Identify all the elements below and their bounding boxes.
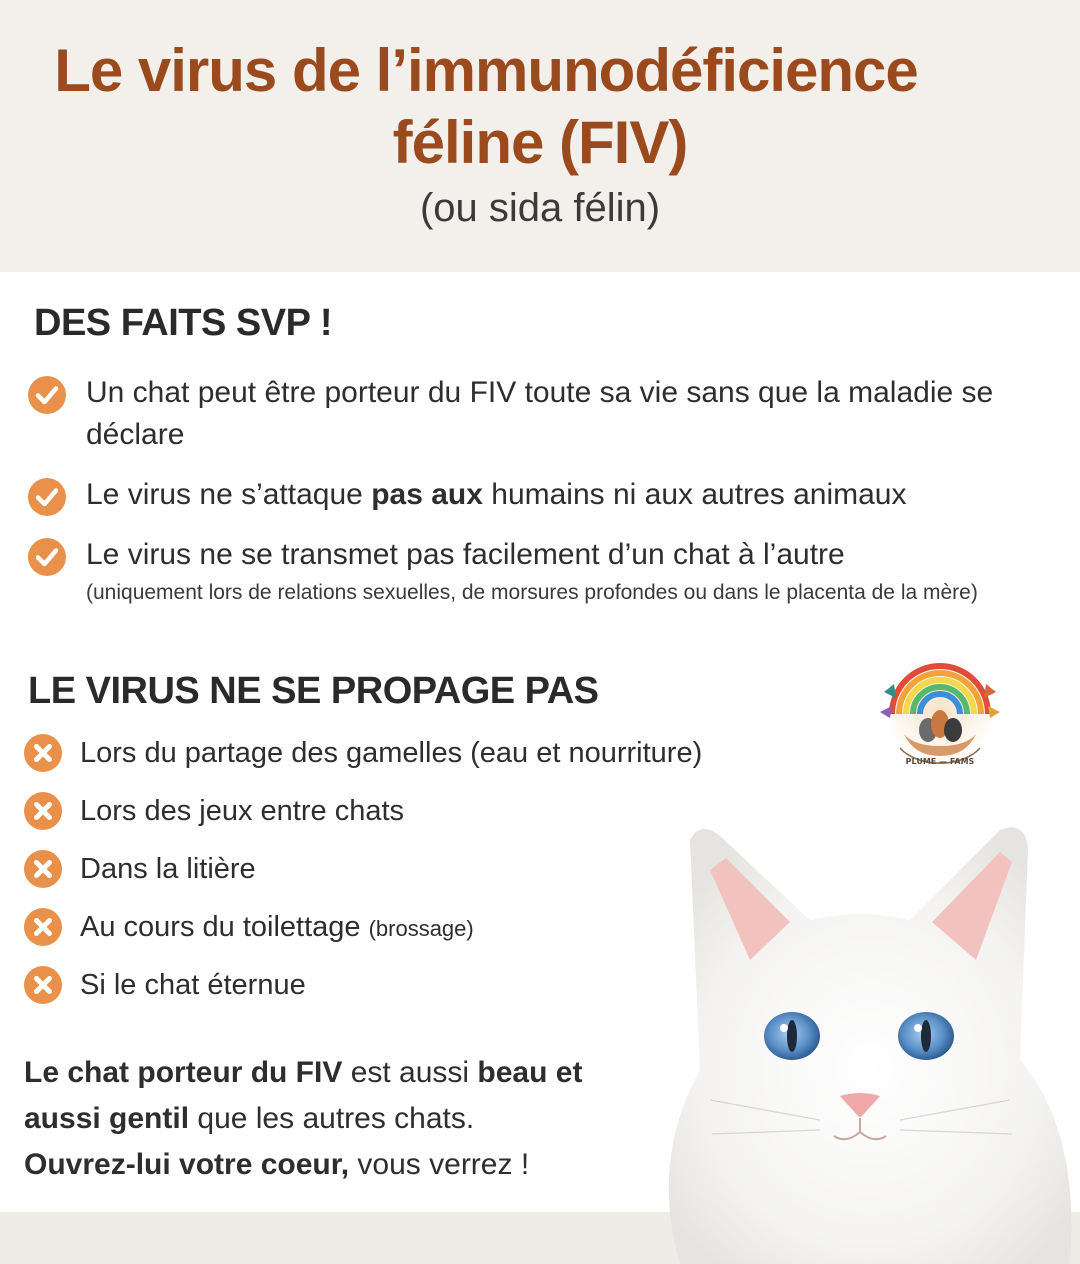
conclusion-bold: Le chat porteur du FIV [24,1056,343,1089]
list-item-text: Lors des jeux entre chats [80,795,405,827]
subtitle: (ou sida félin) [419,186,661,230]
list-item [24,848,724,890]
cross-circle-icon [24,908,62,946]
header [0,0,1080,272]
list-item-text: Lors du partage des gamelles (eau et nourriture) [80,737,703,769]
conclusion-text [24,1050,664,1188]
fact-text-bold: pas aux [371,478,483,511]
logo-text: PLUME — FAMS [905,757,975,766]
cross-circle-icon [24,792,62,830]
fact-text [86,534,1066,609]
conclusion-bold: Ouvrez-lui votre coeur, [24,1148,350,1181]
conclusion-bold: beau et aussi gentil [24,1056,583,1135]
list-item [24,964,724,1006]
fact-note: (uniquement lors de relations sexuelles, de morsures profondes ou dans le placenta de la mère) [86,581,978,604]
list-item [24,732,724,774]
list-item-main: Au cours du toilettage [80,911,361,943]
conclusion-part: vous verrez ! [349,1148,530,1181]
cross-circle-icon [24,850,62,888]
white-cat-image [640,800,1080,1264]
cross-circle-icon [24,734,62,772]
check-circle-icon [28,376,66,414]
list-item [24,906,724,948]
list-item [24,790,724,832]
conclusion-part: est aussi [342,1056,478,1089]
list-item-text [80,906,474,950]
title-line-1: Le virus de l’immunodéficience [54,37,918,104]
check-circle-icon [28,478,66,516]
fact-text-part: Le virus ne s’attaque [86,478,372,511]
conclusion-part: que les autres chats. [189,1102,475,1135]
fact-text-part: humains ni aux autres animaux [482,478,907,511]
list-item-text: Si le chat éternue [80,969,306,1001]
fact-text-main: Le virus ne se transmet pas facilement d’un chat à l’autre [86,538,845,571]
list-item-note: (brossage) [368,916,474,941]
no-spread-heading: LE VIRUS NE SE PROPAGE PAS [28,670,599,712]
facts-heading: DES FAITS SVP ! [34,302,332,344]
list-item-text: Dans la litière [80,853,256,885]
title-line-2: féline (FIV) [392,109,688,176]
fact-text: Un chat peut être porteur du FIV toute sa vie sans que la maladie se déclare [86,376,994,451]
cross-circle-icon [24,966,62,1004]
check-circle-icon [28,538,66,576]
association-logo [870,652,1010,776]
fact-text [86,474,1066,516]
